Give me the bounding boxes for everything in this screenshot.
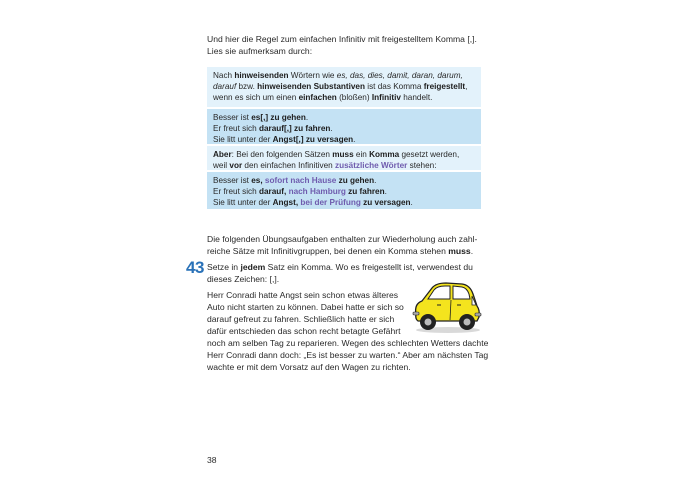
exercise-intro-paragraph: Die folgenden Übungsaufgaben enthalten zur Wiederholung auch zahl- reiche Sätze mit Infinitivgruppen, bei denen ein Komma stehen muss. bbox=[207, 234, 478, 256]
intro-line-1: Und hier die Regel zum einfachen Infinitiv mit freigestelltem Komma [,]. bbox=[207, 34, 477, 44]
exercise-number: 43 bbox=[186, 258, 204, 277]
yellow-car-icon bbox=[410, 280, 484, 334]
example-line: Er freut sich darauf, nach Hamburg zu fahren. bbox=[213, 187, 387, 197]
example-line: Besser ist es[,] zu gehen. bbox=[213, 113, 309, 122]
example-line: Besser ist es, sofort nach Hause zu gehen. bbox=[213, 176, 377, 185]
example-line: Sie litt unter der Angst, bei der Prüfung zu versagen. bbox=[213, 198, 413, 208]
example-line: Sie litt unter der Angst[,] zu versagen. bbox=[213, 135, 356, 145]
rule-box-examples-optional bbox=[207, 107, 481, 144]
rule-definition-text: Nach hinweisenden Wörtern wie es, das, dies, damit, daran, darum, darauf bzw. hinweisenden Substantiven ist das Komma freigestellt, wenn es sich um einen einfachen (bloßen) Infinitiv handelt. bbox=[213, 71, 468, 103]
exception-text: Aber: Bei den folgenden Sätzen muss ein Komma gesetzt werden, weil vor den einfachen Infinitiven zusätzliche Wörter stehen: bbox=[213, 150, 460, 171]
page-number: 38 bbox=[207, 455, 217, 465]
intro-line-2: Lies sie aufmerksam durch: bbox=[207, 46, 313, 56]
exercise-story-text: Herr Conradi hatte Angst sein schon etwas älteres Auto nicht starten zu können. Dabei hatte er sich so darauf gefreut zu fahren. Schließlich hatte er sich dafür entschieden das schon recht betagte Gefährt noch am selben Tag zu reparieren. Wegen des schlechten Wetters dachte Herr Conradi dann doch: „Es ist besser zu warten.“ Aber am nächsten Tag wachte er mit dem Vorsatz auf den Wagen zu richten. bbox=[207, 290, 489, 372]
intro-text bbox=[207, 33, 487, 57]
exercise-task: Setze in jedem Satz ein Komma. Wo es freigestellt ist, verwendest du dieses Zeichen: [,]. bbox=[207, 262, 473, 284]
example-line: Er freut sich darauf[,] zu fahren. bbox=[213, 124, 333, 134]
rule-box-definition bbox=[207, 67, 481, 107]
rule-box-examples-mandatory bbox=[207, 170, 481, 209]
rule-box-exception bbox=[207, 144, 481, 170]
